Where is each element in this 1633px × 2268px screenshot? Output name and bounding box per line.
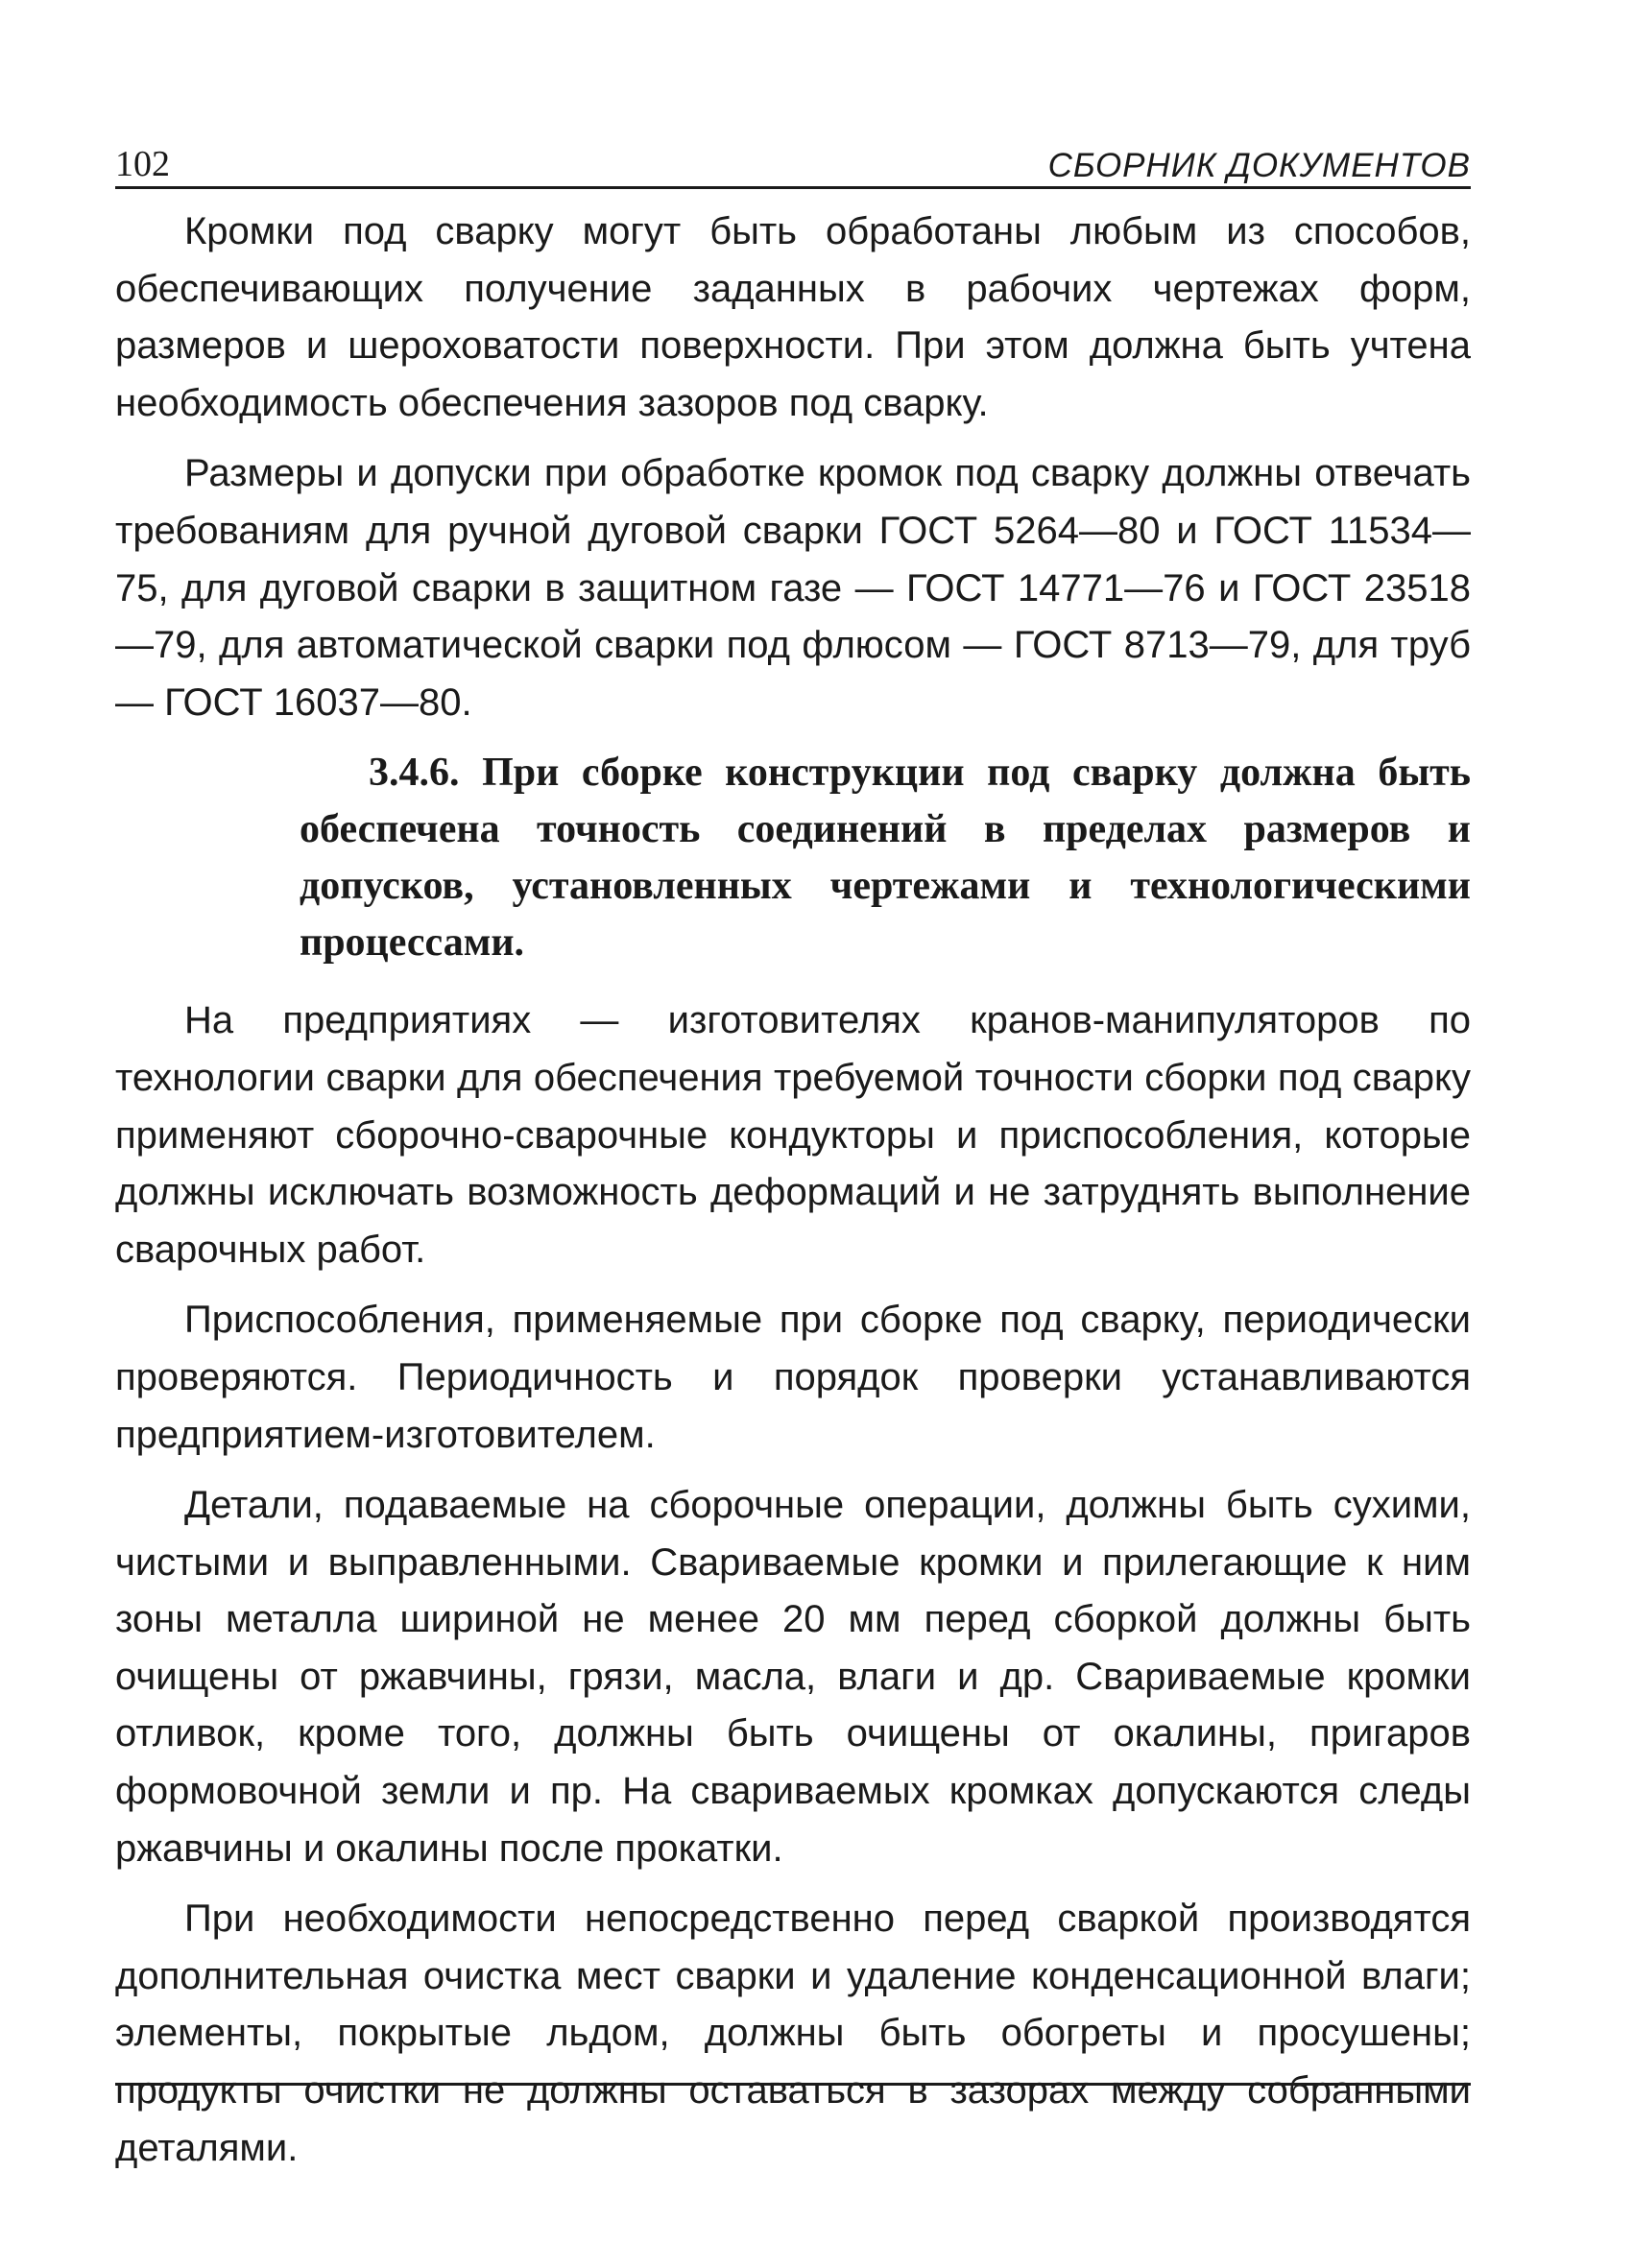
page-body xyxy=(115,203,1471,2190)
running-title: СБОРНИК ДОКУМЕНТОВ xyxy=(1047,147,1471,184)
paragraph-assembly-fixtures: На предприятиях — изготовителях кранов-манипуляторов по технологии сварки для обеспечения требуемой точности сборки под сварку применяют сборочно-сварочные кондукторы и приспособления, которые должны исключать возможность деформаций и не затруднять выполнение сварочных работ. xyxy=(115,999,1471,1271)
page-number: 102 xyxy=(115,144,170,184)
paragraph-fixture-inspection: Приспособления, применяемые при сборке под сварку, периодически проверяются. Периодичность и порядок проверки устанавливаются предприятием-изготовителем. xyxy=(115,1299,1471,1456)
page-header xyxy=(115,132,1471,189)
paragraph-parts-cleaning: Детали, подаваемые на сборочные операции, должны быть сухими, чистыми и выправленными. Свариваемые кромки и прилегающие к ним зоны металла шириной не менее 20 мм перед сборкой должны быть очищены от ржавчины, грязи, масла, влаги и др. Свариваемые кромки отливок, кроме того, должны быть очищены от окалины, пригаров формовочной земли и пр. На свариваемых кромках допускаются следы ржавчины и окалины после прокатки. xyxy=(115,1484,1471,1870)
section-heading-3-4-6: 3.4.6. При сборке конструкции под сварку должна быть обеспечена точность соединений в пределах размеров и допусков, установленных чертежами и технологическими процессами. xyxy=(300,751,1471,966)
footer-rule xyxy=(115,2083,1471,2086)
paragraph-edge-preparation: Кромки под сварку могут быть обработаны любым из способов, обеспечивающих получение заданных в рабочих чертежах форм, размеров и шероховатости поверхности. При этом должна быть учтена необходимость обеспечения зазоров под сварку. xyxy=(115,210,1471,424)
paragraph-pre-weld-cleaning: При необходимости непосредственно перед сваркой производятся дополнительная очистка мест сварки и удаление конденсационной влаги; элементы, покрытые льдом, должны быть обогреты и просушены; продукты очистки не должны оставаться в зазорах между собранными деталями. xyxy=(115,1898,1471,2169)
paragraph-tolerances-gost: Размеры и допуски при обработке кромок под сварку должны отвечать требованиям для ручной дуговой сварки ГОСТ 5264—80 и ГОСТ 11534—75, для дуговой сварки в защитном газе — ГОСТ 14771—76 и ГОСТ 23518—79, для автоматической сварки под флюсом — ГОСТ 8713—79, для труб — ГОСТ 16037—80. xyxy=(115,452,1471,724)
